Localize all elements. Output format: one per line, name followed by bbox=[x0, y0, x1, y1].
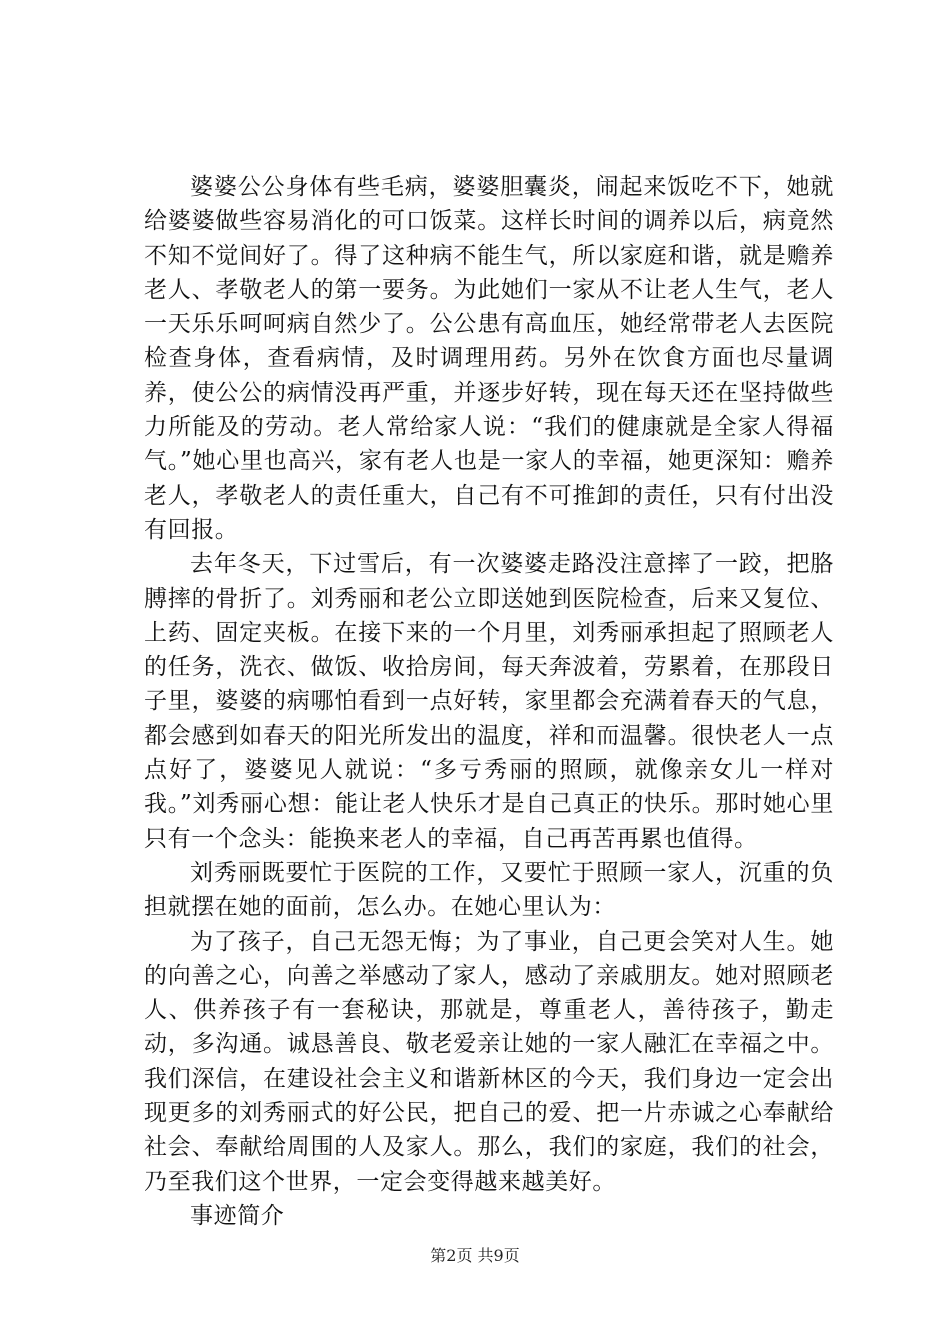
paragraph-2: 去年冬天，下过雪后，有一次婆婆走路没注意摔了一跤，把胳膊摔的骨折了。刘秀丽和老公立即送她到医院检查，后来又复位、上药、固定夹板。在接下来的一个月里，刘秀丽承担起了照顾老人的任务，洗衣、做饭、收拾房间，每天奔波着，劳累着，在那段日子里，婆婆的病哪怕看到一点好转，家里都会充满着春天的气息，都会感到如春天的阳光所发出的温度，祥和而温馨。很快老人一点点好了，婆婆见人就说：“多亏秀丽的照顾，就像亲女儿一样对我。”刘秀丽心想：能让老人快乐才是自己真正的快乐。那时她心里只有一个念头：能换来老人的幸福，自己再苦再累也值得。 bbox=[144, 551, 834, 852]
document-body bbox=[144, 170, 834, 1233]
paragraph-4: 为了孩子，自己无怨无悔；为了事业，自己更会笑对人生。她的向善之心，向善之举感动了家人，感动了亲戚朋友。她对照顾老人、供养孩子有一套秘诀，那就是，尊重老人，善待孩子，勤走动，多沟通。诚恳善良、敬老爱亲让她的一家人融汇在幸福之中。我们深信，在建设社会主义和谐新林区的今天，我们身边一定会出现更多的刘秀丽式的好公民，把自己的爱、把一片赤诚之心奉献给社会、奉献给周围的人及家人。那么，我们的家庭，我们的社会，乃至我们这个世界，一定会变得越来越美好。 bbox=[144, 928, 834, 1195]
paragraph-1: 婆婆公公身体有些毛病，婆婆胆囊炎，闹起来饭吃不下，她就给婆婆做些容易消化的可口饭菜。这样长时间的调养以后，病竟然不知不觉间好了。得了这种病不能生气，所以家庭和谐，就是赡养老人、孝敬老人的第一要务。为此她们一家从不让老人生气，老人一天乐乐呵呵病自然少了。公公患有高血压，她经常带老人去医院检查身体，查看病情，及时调理用药。另外在饮食方面也尽量调养，使公公的病情没再严重，并逐步好转，现在每天还在坚持做些力所能及的劳动。老人常给家人说：“我们的健康就是全家人得福气。”她心里也高兴，家有老人也是一家人的幸福，她更深知：赡养老人，孝敬老人的责任重大，自己有不可推卸的责任，只有付出没有回报。 bbox=[144, 174, 834, 543]
page-footer: 第2页 共9页 bbox=[430, 1246, 520, 1265]
paragraph-3: 刘秀丽既要忙于医院的工作，又要忙于照顾一家人，沉重的负担就摆在她的面前，怎么办。在她心里认为： bbox=[144, 859, 834, 921]
paragraph-5-heading: 事迹简介 bbox=[190, 1202, 285, 1229]
